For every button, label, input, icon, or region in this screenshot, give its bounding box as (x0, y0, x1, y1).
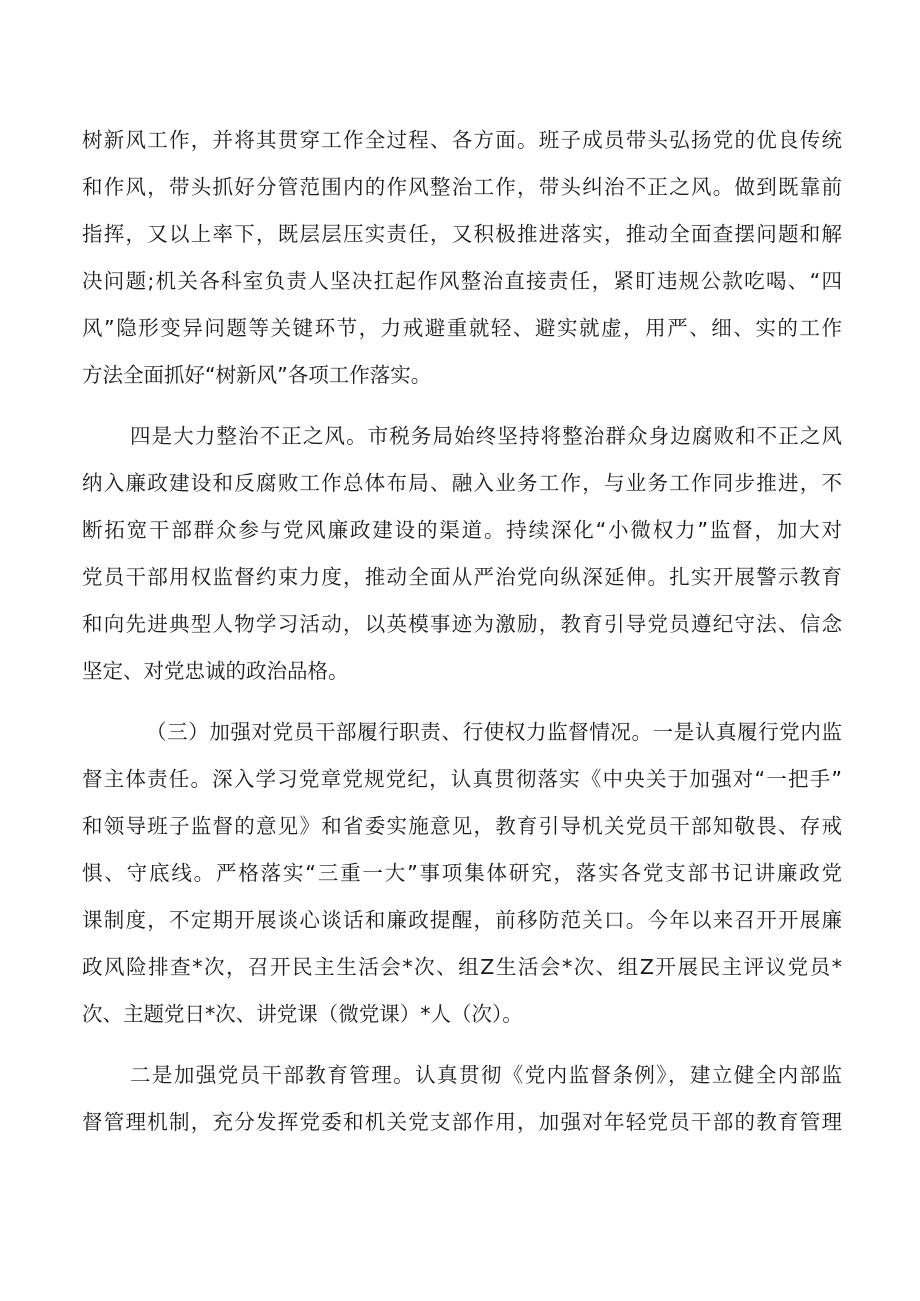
paragraph-2-line-6: 坚定、对党忠诚的政治品格。 (82, 659, 349, 683)
paragraph-3-line-2: 督主体责任。深入学习党章党规党纪，认真贯彻落实《中央关于加强对“一把手” (82, 767, 842, 791)
paragraph-4-line-2: 督管理机制，充分发挥党委和机关党支部作用，加强对年轻党员干部的教育管理 (82, 1110, 842, 1134)
paragraph-3-line-1: （三）加强对党员干部履行职责、行使权力监督情况。一是认真履行党内监 (146, 720, 842, 744)
paragraph-2-line-4: 党员干部用权监督约束力度，推动全面从严治党向纵深延伸。扎实开展警示教育 (82, 565, 842, 589)
paragraph-1-line-1: 树新风工作，并将其贯穿工作全过程、各方面。班子成员带头弘扬党的优良传统 (82, 128, 842, 152)
paragraph-2-line-5: 和向先进典型人物学习活动，以英模事迹为激励，教育引导党员遵纪守法、信念 (82, 612, 842, 636)
paragraph-3-line-4: 惧、守底线。严格落实“三重一大”事项集体研究，落实各党支部书记讲廉政党 (82, 861, 842, 885)
paragraph-2-line-2: 纳入廉政建设和反腐败工作总体布局、融入业务工作，与业务工作同步推进，不 (82, 471, 842, 495)
paragraph-3-line-5: 课制度，不定期开展谈心谈话和廉政提醒，前移防范关口。今年以来召开开展廉 (82, 908, 842, 932)
paragraph-3-line-7: 次、主题党日*次、讲党课（微党课）*人（次）。 (82, 1002, 523, 1026)
paragraph-4-line-1: 二是加强党员干部教育管理。认真贯彻《党内监督条例》，建立健全内部监 (130, 1063, 842, 1087)
paragraph-2-line-1: 四是大力整治不正之风。市税务局始终坚持将整治群众身边腐败和不正之风 (130, 424, 842, 448)
paragraph-1-line-3: 指挥，又以上率下，既层层压实责任，又积极推进落实，推动全面查摆问题和解 (82, 222, 842, 246)
paragraph-1-line-2: 和作风，带头抓好分管范围内的作风整治工作，带头纠治不正之风。做到既靠前 (82, 175, 842, 199)
paragraph-1-line-5: 风”隐形变异问题等关键环节，力戒避重就轻、避实就虚，用严、细、实的工作 (82, 316, 842, 340)
paragraph-2-line-3: 断拓宽干部群众参与党风廉政建设的渠道。持续深化“小微权力”监督，加大对 (82, 518, 842, 542)
paragraph-3-line-3: 和领导班子监督的意见》和省委实施意见，教育引导机关党员干部知敬畏、存戒 (82, 814, 842, 838)
paragraph-1-line-6: 方法全面抓好“树新风”各项工作落实。 (82, 363, 432, 387)
paragraph-1-line-4: 决问题;机关各科室负责人坚决扛起作风整治直接责任，紧盯违规公款吃喝、“四 (82, 269, 842, 293)
paragraph-3-line-6: 政风险排查*次，召开民主生活会*次、组Z生活会*次、组Z开展民主评议党员* (82, 955, 842, 979)
